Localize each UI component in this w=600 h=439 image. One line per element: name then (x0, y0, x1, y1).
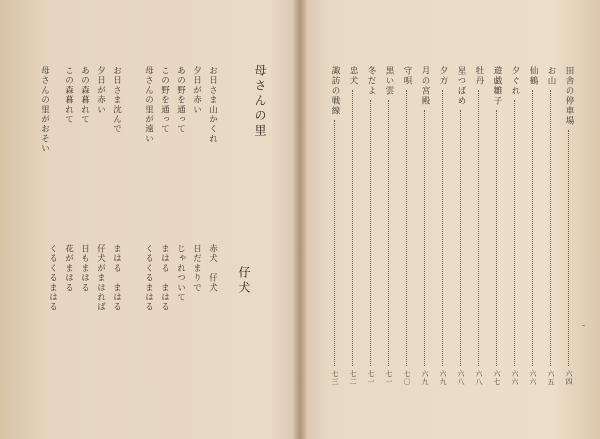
toc-leader-dots (370, 100, 372, 366)
poem-line: あの森暮れて (79, 66, 90, 125)
toc-entry-title: お山 (546, 66, 556, 86)
toc-entry-page: 七三 (331, 370, 339, 386)
toc-leader-dots (514, 100, 516, 366)
toc-entry-page: 七二 (349, 370, 357, 386)
poem-line: この野を通って (159, 66, 170, 134)
toc-entry (328, 66, 342, 386)
toc-leader-dots (460, 110, 462, 366)
toc-entry-page: 六九 (421, 370, 429, 386)
toc-entry-page: 六七 (493, 370, 501, 386)
poem-line: くるくるまはる (47, 244, 58, 312)
toc-entry (346, 66, 360, 386)
poem-line: 夕日が赤い (191, 66, 202, 115)
toc-leader-dots (568, 130, 570, 366)
toc-leader-dots (352, 90, 354, 366)
toc-entry-page: 六八 (475, 370, 483, 386)
toc-entry-page: 七一 (367, 370, 375, 386)
toc-leader-dots (406, 90, 408, 366)
toc-leader-dots (496, 110, 498, 366)
toc-entry (382, 66, 396, 386)
poem-line: あの野を通って (175, 66, 186, 134)
toc-entry-page: 六五 (547, 370, 555, 386)
toc-entry-page: 六九 (439, 370, 447, 386)
toc-entry-title: 夕方 (438, 66, 448, 86)
toc-entry-page: 七〇 (403, 370, 411, 386)
toc-entry-title: 忠犬 (348, 66, 358, 86)
poem-line: じゃれついて (175, 244, 186, 303)
toc-leader-dots (442, 90, 444, 366)
toc-leader-dots (334, 120, 336, 366)
poem-line: 花がまはる (63, 244, 74, 293)
toc-entry-page: 六六 (529, 370, 537, 386)
toc-entry-title: 牡丹 (474, 66, 484, 86)
toc-entry (400, 66, 414, 386)
right-page (302, 0, 600, 439)
poem-line: まはる まはる (111, 244, 122, 312)
toc-leader-dots (388, 100, 390, 366)
poem-line: この森暮れて (63, 66, 74, 125)
toc-entry (418, 66, 432, 386)
left-page (0, 0, 298, 439)
toc-leader-dots (532, 90, 534, 366)
page-edge-mark (582, 325, 585, 326)
poem-line: 夕日が赤い (95, 66, 106, 115)
poem-title: 仔犬 (237, 266, 251, 296)
toc-entry-title: 田舎の停車場 (564, 66, 574, 126)
toc-leader-dots (478, 90, 480, 366)
toc-entry (472, 66, 486, 386)
toc-entry (526, 66, 540, 386)
poem-line: 日だまりで (191, 244, 202, 293)
toc-entry-title: 諏訪の戦線 (330, 66, 340, 116)
toc-entry (490, 66, 504, 386)
poem-line: まはる まはる (159, 244, 170, 312)
poem-line: くるくるまはる (143, 244, 154, 312)
toc-entry-title: 守唄 (402, 66, 412, 86)
toc-entry (364, 66, 378, 386)
toc-entry-page: 六四 (565, 370, 573, 386)
toc-entry (508, 66, 522, 386)
toc-entry (544, 66, 558, 386)
poem-line: 日もまはる (79, 244, 90, 293)
poem-line: 仔犬がまはれば (95, 244, 106, 312)
poem-title: 母さんの里 (253, 64, 267, 139)
toc-entry-title: 夕ぐれ (510, 66, 520, 96)
poem-line: お日さま沈んで (111, 66, 122, 134)
poem-line: 母さんの里がおそい (39, 66, 50, 154)
toc-leader-dots (550, 90, 552, 366)
poem-line: 赤犬 仔犬 (207, 244, 218, 293)
toc-entry-title: 黒い雲 (384, 66, 394, 96)
toc-entry-title: 月の宮殿 (420, 66, 430, 106)
toc-entry (562, 66, 576, 386)
toc-entry-page: 七一 (385, 370, 393, 386)
toc-entry (436, 66, 450, 386)
toc-entry-page: 六八 (457, 370, 465, 386)
toc-leader-dots (424, 110, 426, 366)
toc-entry (454, 66, 468, 386)
toc-entry-title: 星つばめ (456, 66, 466, 106)
toc-entry-title: 遊戯雛子 (492, 66, 502, 106)
toc-entry-page: 六六 (511, 370, 519, 386)
poem-line: お日さま山かくれ (207, 66, 218, 144)
toc-entry-title: 冬だよ (366, 66, 376, 96)
poem-line: 母さんの里が遠い (143, 66, 154, 144)
toc-entry-title: 仙鶴 (528, 66, 538, 86)
